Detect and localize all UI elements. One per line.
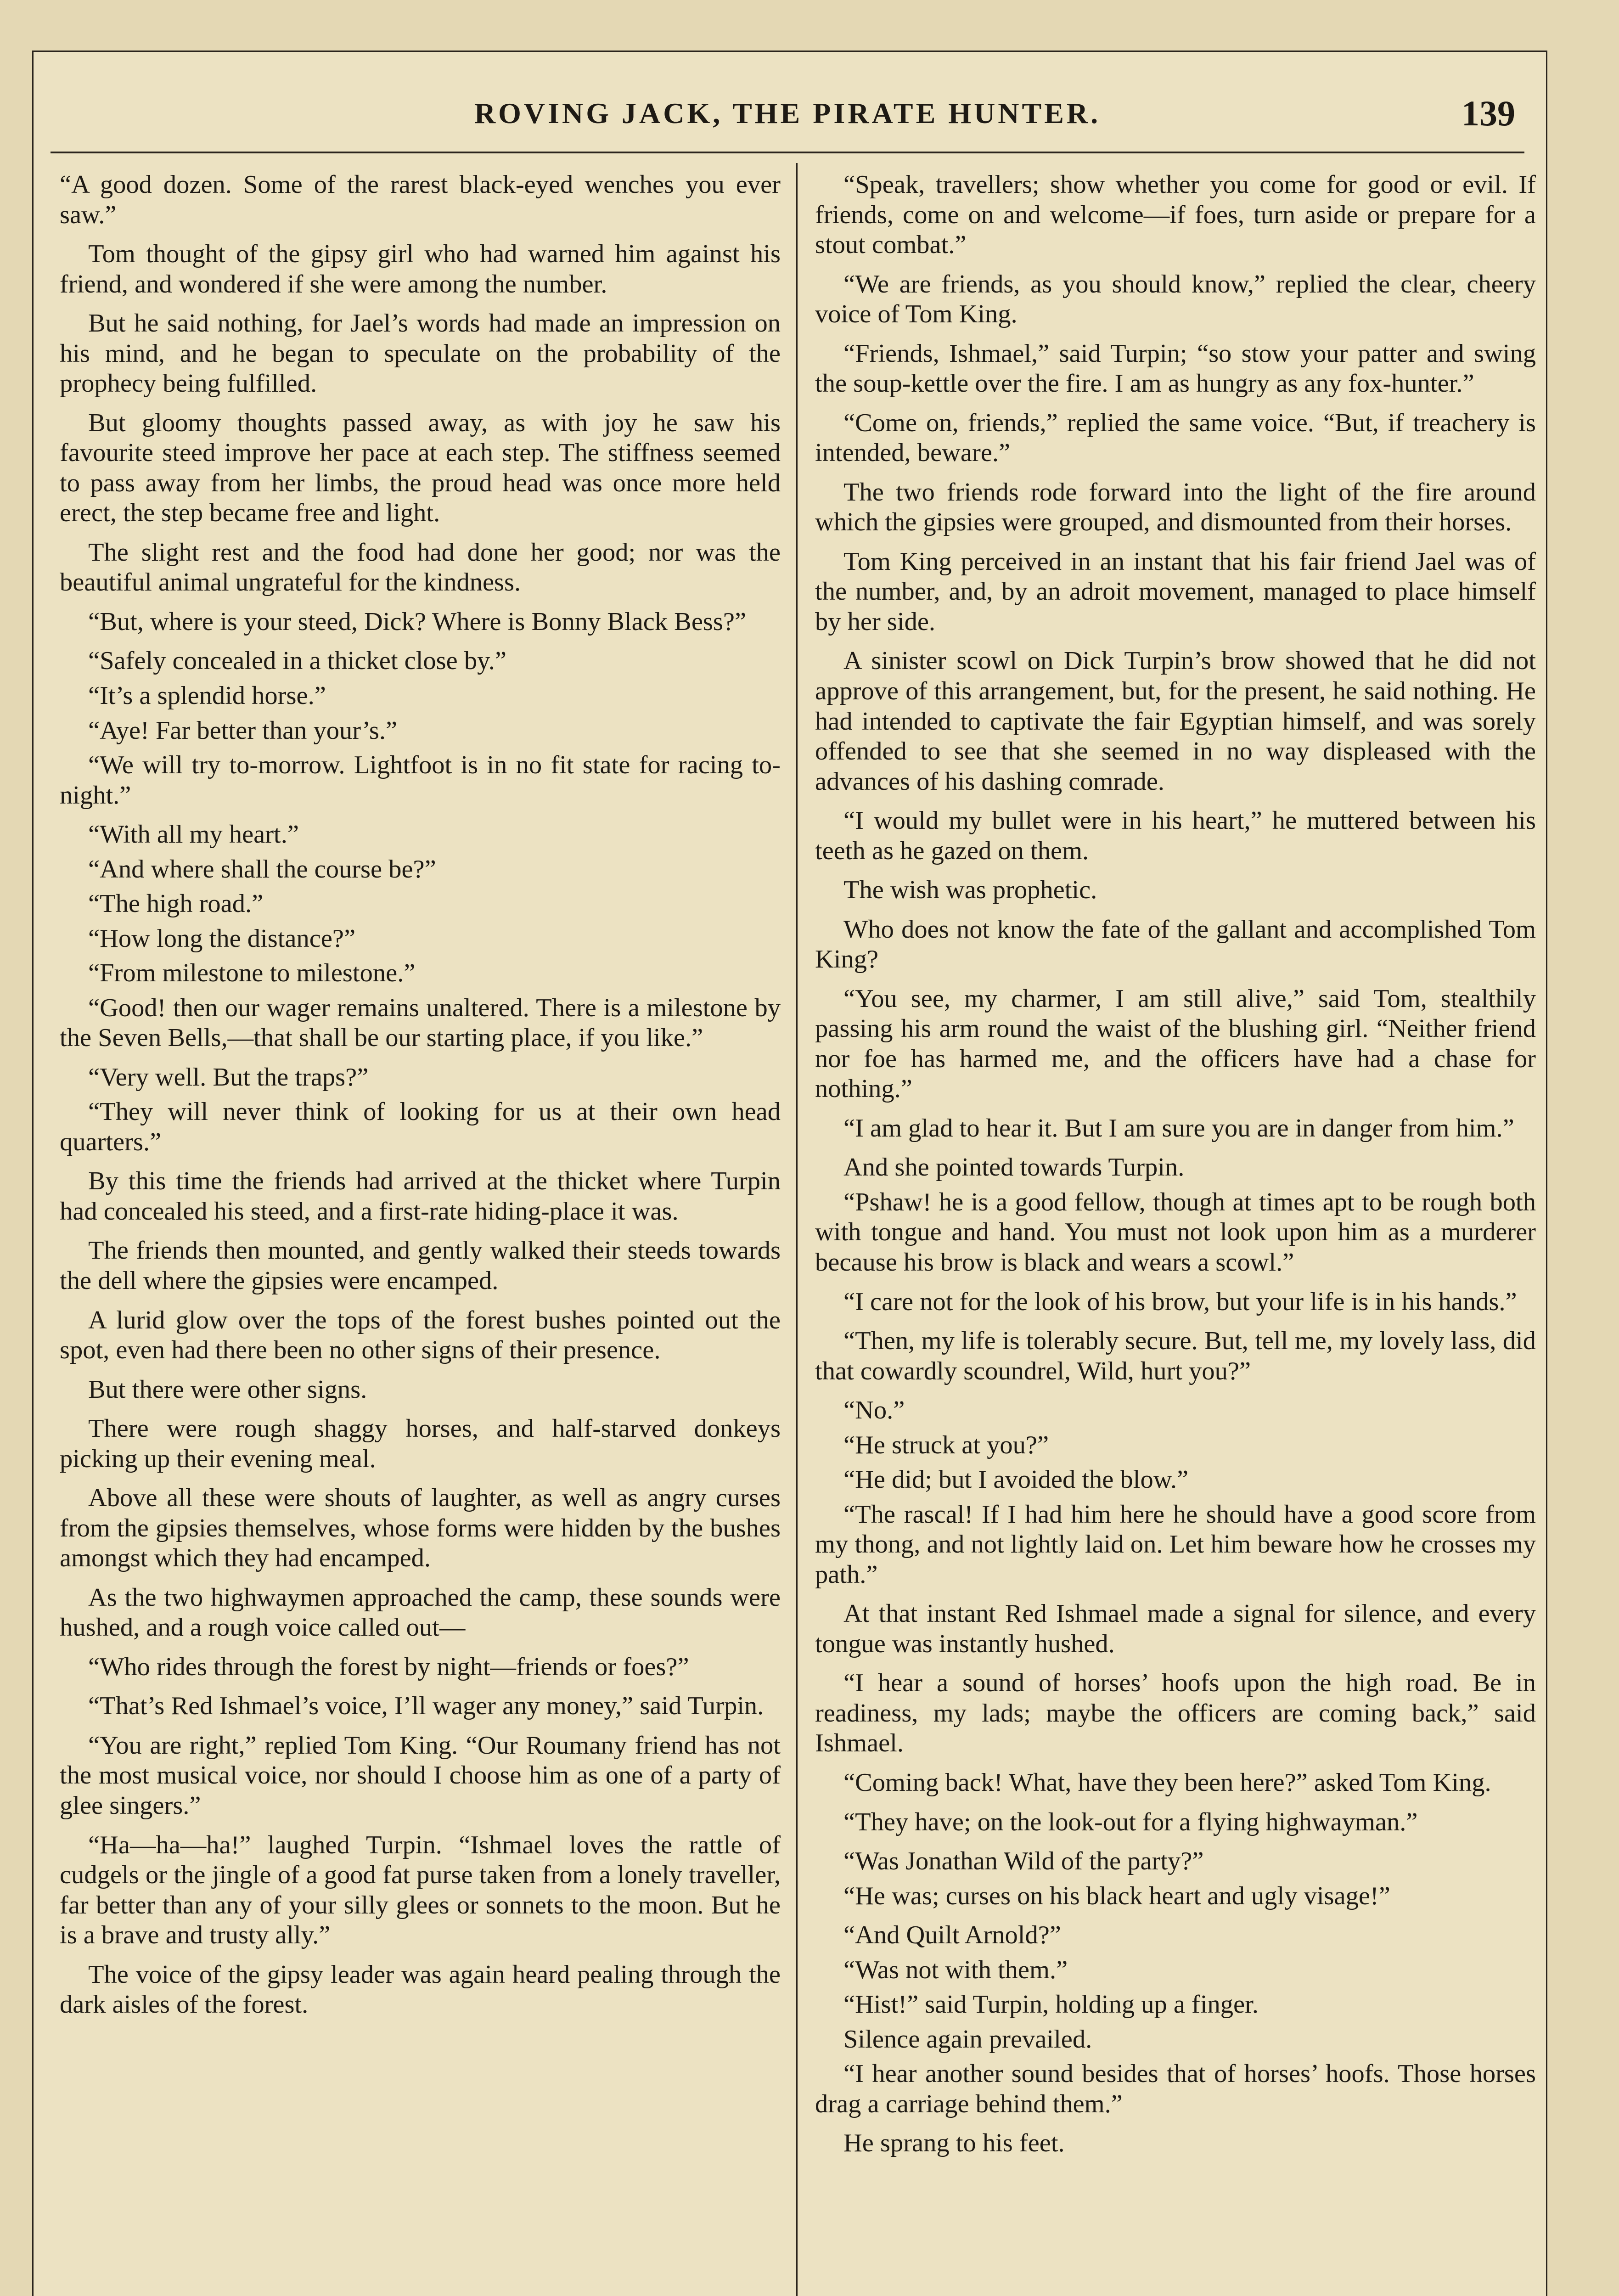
- paragraph: “Friends, Ishmael,” said Turpin; “so stow your patter and swing the soup-kettle over the fire. I am as hungry as any fox-hunter.”: [815, 339, 1536, 398]
- paragraph: The two friends rode forward into the light of the fire around which the gipsies were grouped, and dismounted from their horses.: [815, 478, 1536, 537]
- paragraph: “But, where is your steed, Dick? Where is Bonny Black Bess?”: [88, 607, 747, 636]
- paragraph: “I am glad to hear it. But I am sure you are in danger from him.”: [843, 1114, 1514, 1142]
- paragraph: “That’s Red Ishmael’s voice, I’ll wager any money,” said Turpin.: [88, 1692, 764, 1721]
- paragraph: But he said nothing, for Jael’s words had made an impression on his mind, and he began to speculate on the probability of the prophecy being fulfilled.: [60, 309, 781, 398]
- paragraph: There were rough shaggy horses, and half-starved donkeys picking up their evening meal.: [60, 1414, 781, 1473]
- dialogue-line: “From milestone to milestone.”: [88, 959, 416, 988]
- paragraph: “He was; curses on his black heart and ugly visage!”: [843, 1881, 1390, 1910]
- paragraph: “Speak, travellers; show whether you come for good or evil. If friends, come on and welcome—if foes, turn aside or prepare for a stout combat.”: [815, 170, 1536, 259]
- dialogue-line: “Was not with them.”: [843, 1955, 1068, 1984]
- paragraph: “You are right,” replied Tom King. “Our Roumany friend has not the most musical voice, nor should I choose him as one of a party of glee singers.”: [60, 1731, 781, 1820]
- paragraph: The voice of the gipsy leader was again heard pealing through the dark aisles of the forest.: [60, 1960, 781, 2019]
- dialogue-line: “And where shall the course be?”: [88, 855, 436, 884]
- paragraph: “You see, my charmer, I am still alive,” said Tom, stealthily passing his arm round the waist of the blushing girl. “Neither friend nor foe has harmed me, and the officers have had a chase for nothing.”: [815, 984, 1536, 1103]
- paragraph: As the two highwaymen approached the camp, these sounds were hushed, and a rough voice called out—: [60, 1583, 781, 1642]
- left-column: [60, 170, 781, 2296]
- paragraph: The wish was prophetic.: [843, 876, 1097, 905]
- paragraph: “Who rides through the forest by night—friends or foes?”: [88, 1652, 689, 1681]
- paragraph: A sinister scowl on Dick Turpin’s brow showed that he did not approve of this arrangement, but, for the present, he said nothing. He had intended to captivate the fair Egyptian himself, and was sorely offended to see that she seemed in no way displeased with the advances of his dashing comrade.: [815, 647, 1536, 796]
- dialogue-line: And she pointed towards Turpin.: [843, 1153, 1185, 1182]
- paragraph: “A good dozen. Some of the rarest black-eyed wenches you ever saw.”: [60, 170, 781, 229]
- paragraph: But there were other signs.: [88, 1375, 367, 1404]
- column-divider: [796, 163, 798, 2296]
- dialogue-line: “He struck at you?”: [843, 1430, 1049, 1459]
- paragraph: “Good! then our wager remains unaltered. There is a milestone by the Seven Bells,—that shall be our starting place, if you like.”: [60, 993, 781, 1052]
- page-number: 139: [1462, 93, 1515, 133]
- paragraph: “I care not for the look of his brow, but your life is in his hands.”: [843, 1287, 1517, 1316]
- dialogue-line: Silence again prevailed.: [843, 2025, 1092, 2054]
- right-column: [815, 170, 1536, 2296]
- dialogue-line: “Very well. But the traps?”: [88, 1063, 369, 1092]
- dialogue-line: “Was Jonathan Wild of the party?”: [843, 1847, 1204, 1876]
- paragraph: “Coming back! What, have they been here?” asked Tom King.: [843, 1768, 1491, 1797]
- dialogue-line: “How long the distance?”: [88, 924, 356, 953]
- paragraph: “I would my bullet were in his heart,” he muttered between his teeth as he gazed on them.: [815, 806, 1536, 865]
- paragraph: The friends then mounted, and gently walked their steeds towards the dell where the gipsies were encamped.: [60, 1236, 781, 1295]
- paragraph: Tom King perceived in an instant that his fair friend Jael was of the number, and, by an adroit movement, managed to place himself by her side.: [815, 547, 1536, 636]
- dialogue-line: “It’s a splendid horse.”: [88, 681, 326, 710]
- dialogue-line: “He did; but I avoided the blow.”: [843, 1465, 1189, 1494]
- paragraph: “They have; on the look-out for a flying highwayman.”: [843, 1807, 1418, 1836]
- dialogue-line: “Hist!” said Turpin, holding up a finger.: [843, 1990, 1259, 2019]
- paragraph: Who does not know the fate of the gallant and accomplished Tom King?: [815, 915, 1536, 974]
- dialogue-line: “No.”: [843, 1396, 905, 1425]
- dialogue-line: “Aye! Far better than your’s.”: [88, 716, 398, 745]
- paragraph: “I hear another sound besides that of horses’ hoofs. Those horses drag a carriage behind them.”: [815, 2060, 1536, 2118]
- running-title: ROVING JACK, THE PIRATE HUNTER.: [474, 97, 1101, 129]
- paragraph: “They will never think of looking for us at their own head quarters.”: [60, 1097, 781, 1156]
- dialogue-line: He sprang to his feet.: [843, 2129, 1065, 2158]
- dialogue-line: “Safely concealed in a thicket close by.”: [88, 647, 506, 675]
- paragraph: The slight rest and the food had done her good; nor was the beautiful animal ungrateful for the kindness.: [60, 538, 781, 597]
- paragraph: “I hear a sound of horses’ hoofs upon the high road. Be in readiness, my lads; maybe the officers are coming back,” said Ishmael.: [815, 1669, 1536, 1758]
- paragraph: “Come on, friends,” replied the same voice. “But, if treachery is intended, beware.”: [815, 408, 1536, 467]
- paragraph: “The rascal! If I had him here he should have a good score from my thong, and not lightly laid on. Let him beware how he crosses my path.”: [815, 1500, 1536, 1589]
- dialogue-line: “With all my heart.”: [88, 820, 299, 849]
- paragraph: Tom thought of the gipsy girl who had warned him against his friend, and wondered if she were among the number.: [60, 240, 781, 298]
- paragraph: But gloomy thoughts passed away, as with joy he saw his favourite steed improve her pace at each step. The stiffness seemed to pass away from her limbs, the proud head was once more held erect, the step became free and light.: [60, 408, 781, 528]
- paragraph: A lurid glow over the tops of the forest bushes pointed out the spot, even had there been no other signs of their presence.: [60, 1306, 781, 1365]
- paragraph: “We will try to-morrow. Lightfoot is in no fit state for racing to-night.”: [60, 751, 781, 810]
- dialogue-line: “And Quilt Arnold?”: [843, 1921, 1061, 1950]
- paragraph: “We are friends, as you should know,” replied the clear, cheery voice of Tom King.: [815, 270, 1536, 329]
- paragraph: At that instant Red Ishmael made a signal for silence, and every tongue was instantly hushed.: [815, 1599, 1536, 1658]
- paragraph: “Ha—ha—ha!” laughed Turpin. “Ishmael loves the rattle of cudgels or the jingle of a good fat purse taken from a lonely traveller, far better than any of your silly glees or sonnets to the moon. But he is a brave and trusty ally.”: [60, 1830, 781, 1950]
- paragraph: Above all these were shouts of laughter, as well as angry curses from the gipsies themselves, whose forms were hidden by the bushes amongst which they had encamped.: [60, 1484, 781, 1573]
- dialogue-line: “The high road.”: [88, 889, 264, 918]
- paragraph: “Then, my life is tolerably secure. But, tell me, my lovely lass, did that cowardly scoundrel, Wild, hurt you?”: [815, 1327, 1536, 1385]
- paragraph: “Pshaw! he is a good fellow, though at times apt to be rough both with tongue and hand. You must not look upon him as a murderer because his brow is black and wears a scowl.”: [815, 1187, 1536, 1277]
- paragraph: By this time the friends had arrived at the thicket where Turpin had concealed his steed, and a first-rate hiding-place it was.: [60, 1167, 781, 1226]
- running-header: [51, 83, 1524, 153]
